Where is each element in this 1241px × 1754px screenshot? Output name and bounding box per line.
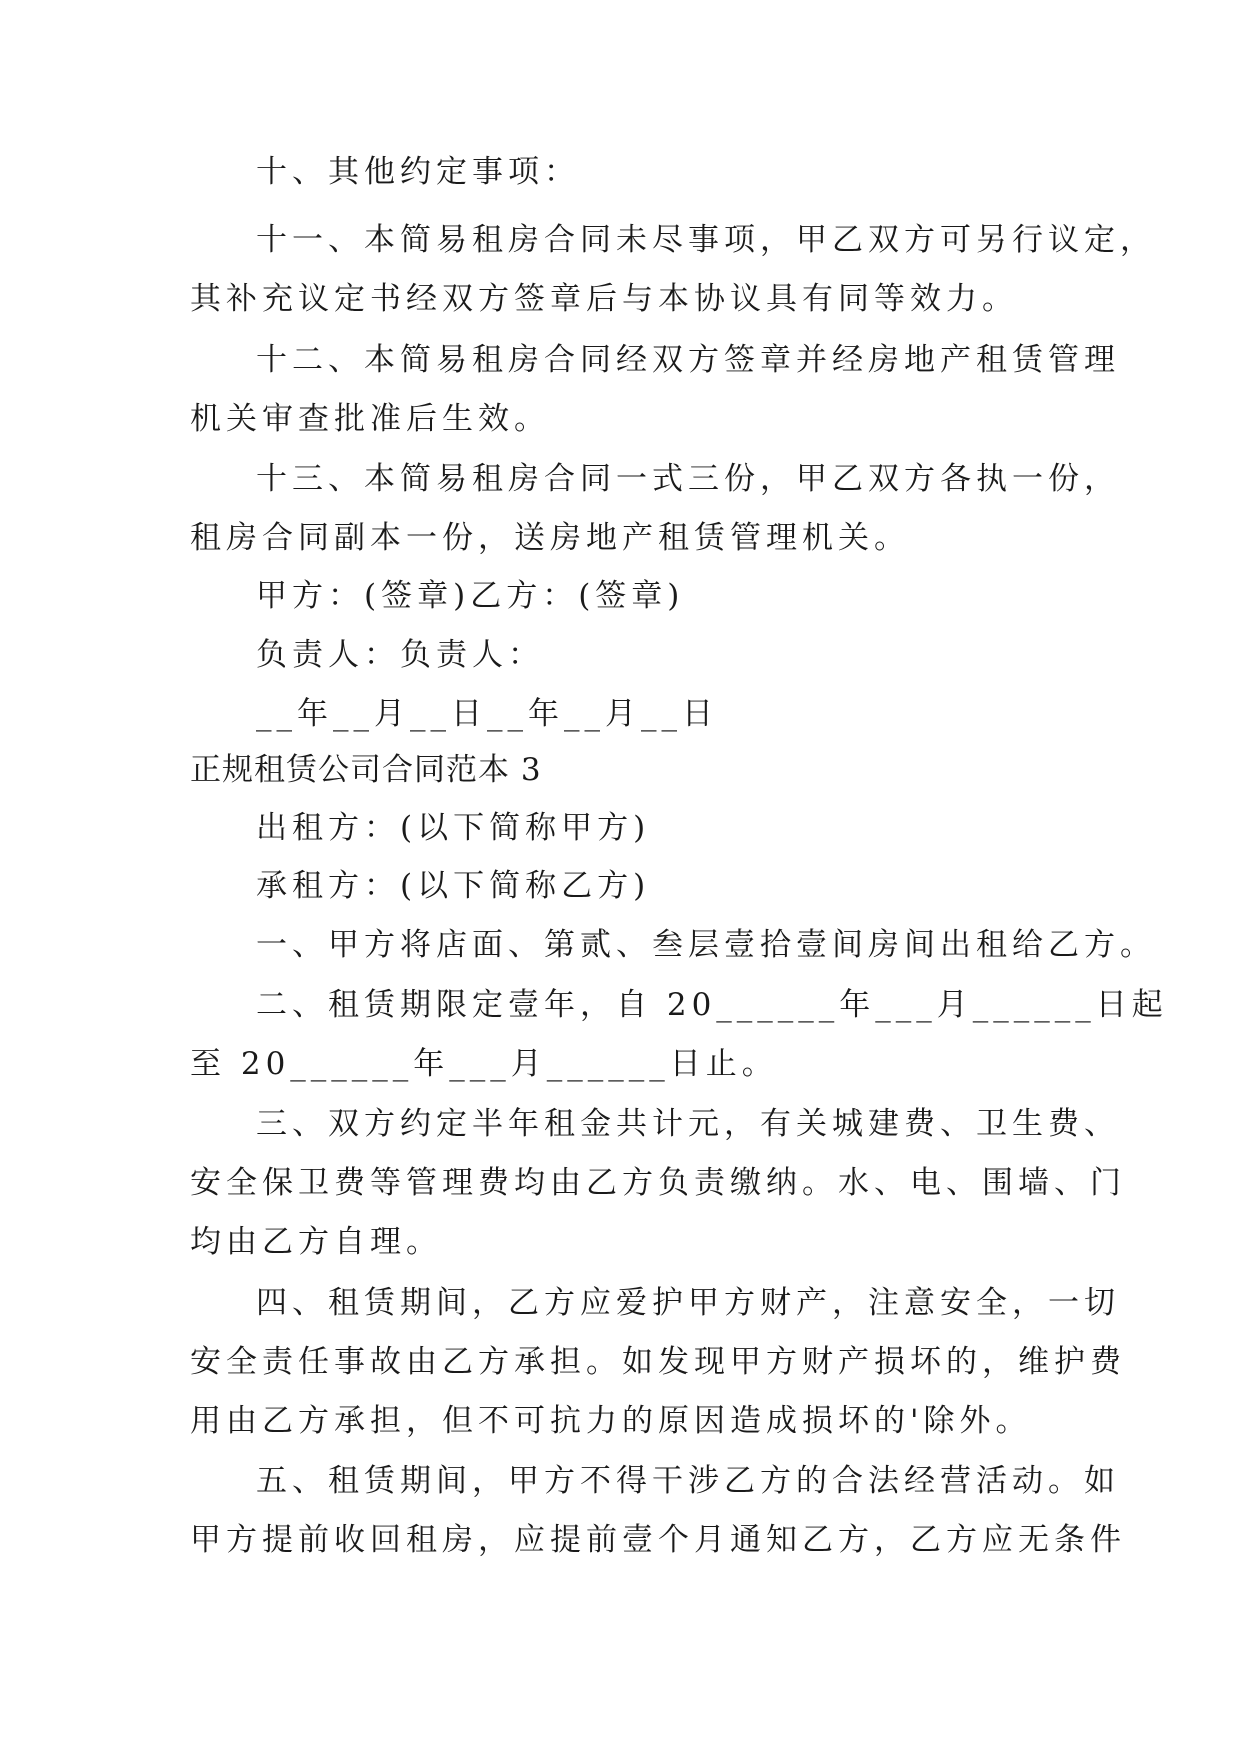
article-5-line-2: 甲方提前收回租房，应提前壹个月通知乙方，乙方应无条件 [190, 1522, 1126, 1558]
article-4-line-2: 安全责任事故由乙方承担。如发现甲方财产损坏的，维护费 [190, 1344, 1126, 1380]
clause-13-line-1: 十三、本简易租房合同一式三份，甲乙双方各执一份， [256, 461, 1120, 497]
clause-11-line-2: 其补充议定书经双方签章后与本协议具有同等效力。 [190, 281, 1018, 317]
clause-11-line-1: 十一、本简易租房合同未尽事项，甲乙双方可另行议定， [256, 222, 1156, 258]
clause-13-line-2: 租房合同副本一份，送房地产租赁管理机关。 [190, 520, 910, 556]
lessor-line: 出租方：(以下简称甲方) [256, 810, 651, 846]
responsible-person-line: 负责人：负责人： [256, 637, 544, 673]
clause-12-line-2: 机关审查批准后生效。 [190, 401, 550, 437]
clause-12-line-1: 十二、本简易租房合同经双方签章并经房地产租赁管理 [256, 342, 1120, 378]
signature-line: 甲方：(签章)乙方：(签章) [256, 578, 685, 614]
article-2-line-2: 至 20______年___月______日止。 [190, 1046, 778, 1082]
article-5-line-1: 五、租赁期间，甲方不得干涉乙方的合法经营活动。如 [256, 1463, 1120, 1499]
article-3-line-3: 均由乙方自理。 [190, 1224, 442, 1260]
article-2-line-1: 二、租赁期限定壹年，自 20______年___月______日起 [256, 987, 1168, 1023]
article-1: 一、甲方将店面、第贰、叁层壹拾壹间房间出租给乙方。 [256, 927, 1156, 963]
lessee-line: 承租方：(以下简称乙方) [256, 868, 651, 904]
article-4-line-3: 用由乙方承担，但不可抗力的原因造成损坏的'除外。 [190, 1403, 1032, 1439]
article-3-line-2: 安全保卫费等管理费均由乙方负责缴纳。水、电、围墙、门 [190, 1165, 1126, 1201]
section-title: 正规租赁公司合同范本 3 [190, 752, 542, 788]
clause-10-heading: 十、其他约定事项： [256, 154, 580, 190]
article-3-line-1: 三、双方约定半年租金共计元，有关城建费、卫生费、 [256, 1106, 1120, 1142]
article-4-line-1: 四、租赁期间，乙方应爱护甲方财产，注意安全，一切 [256, 1285, 1120, 1321]
date-line: __年__月__日__年__月__日 [256, 696, 718, 732]
